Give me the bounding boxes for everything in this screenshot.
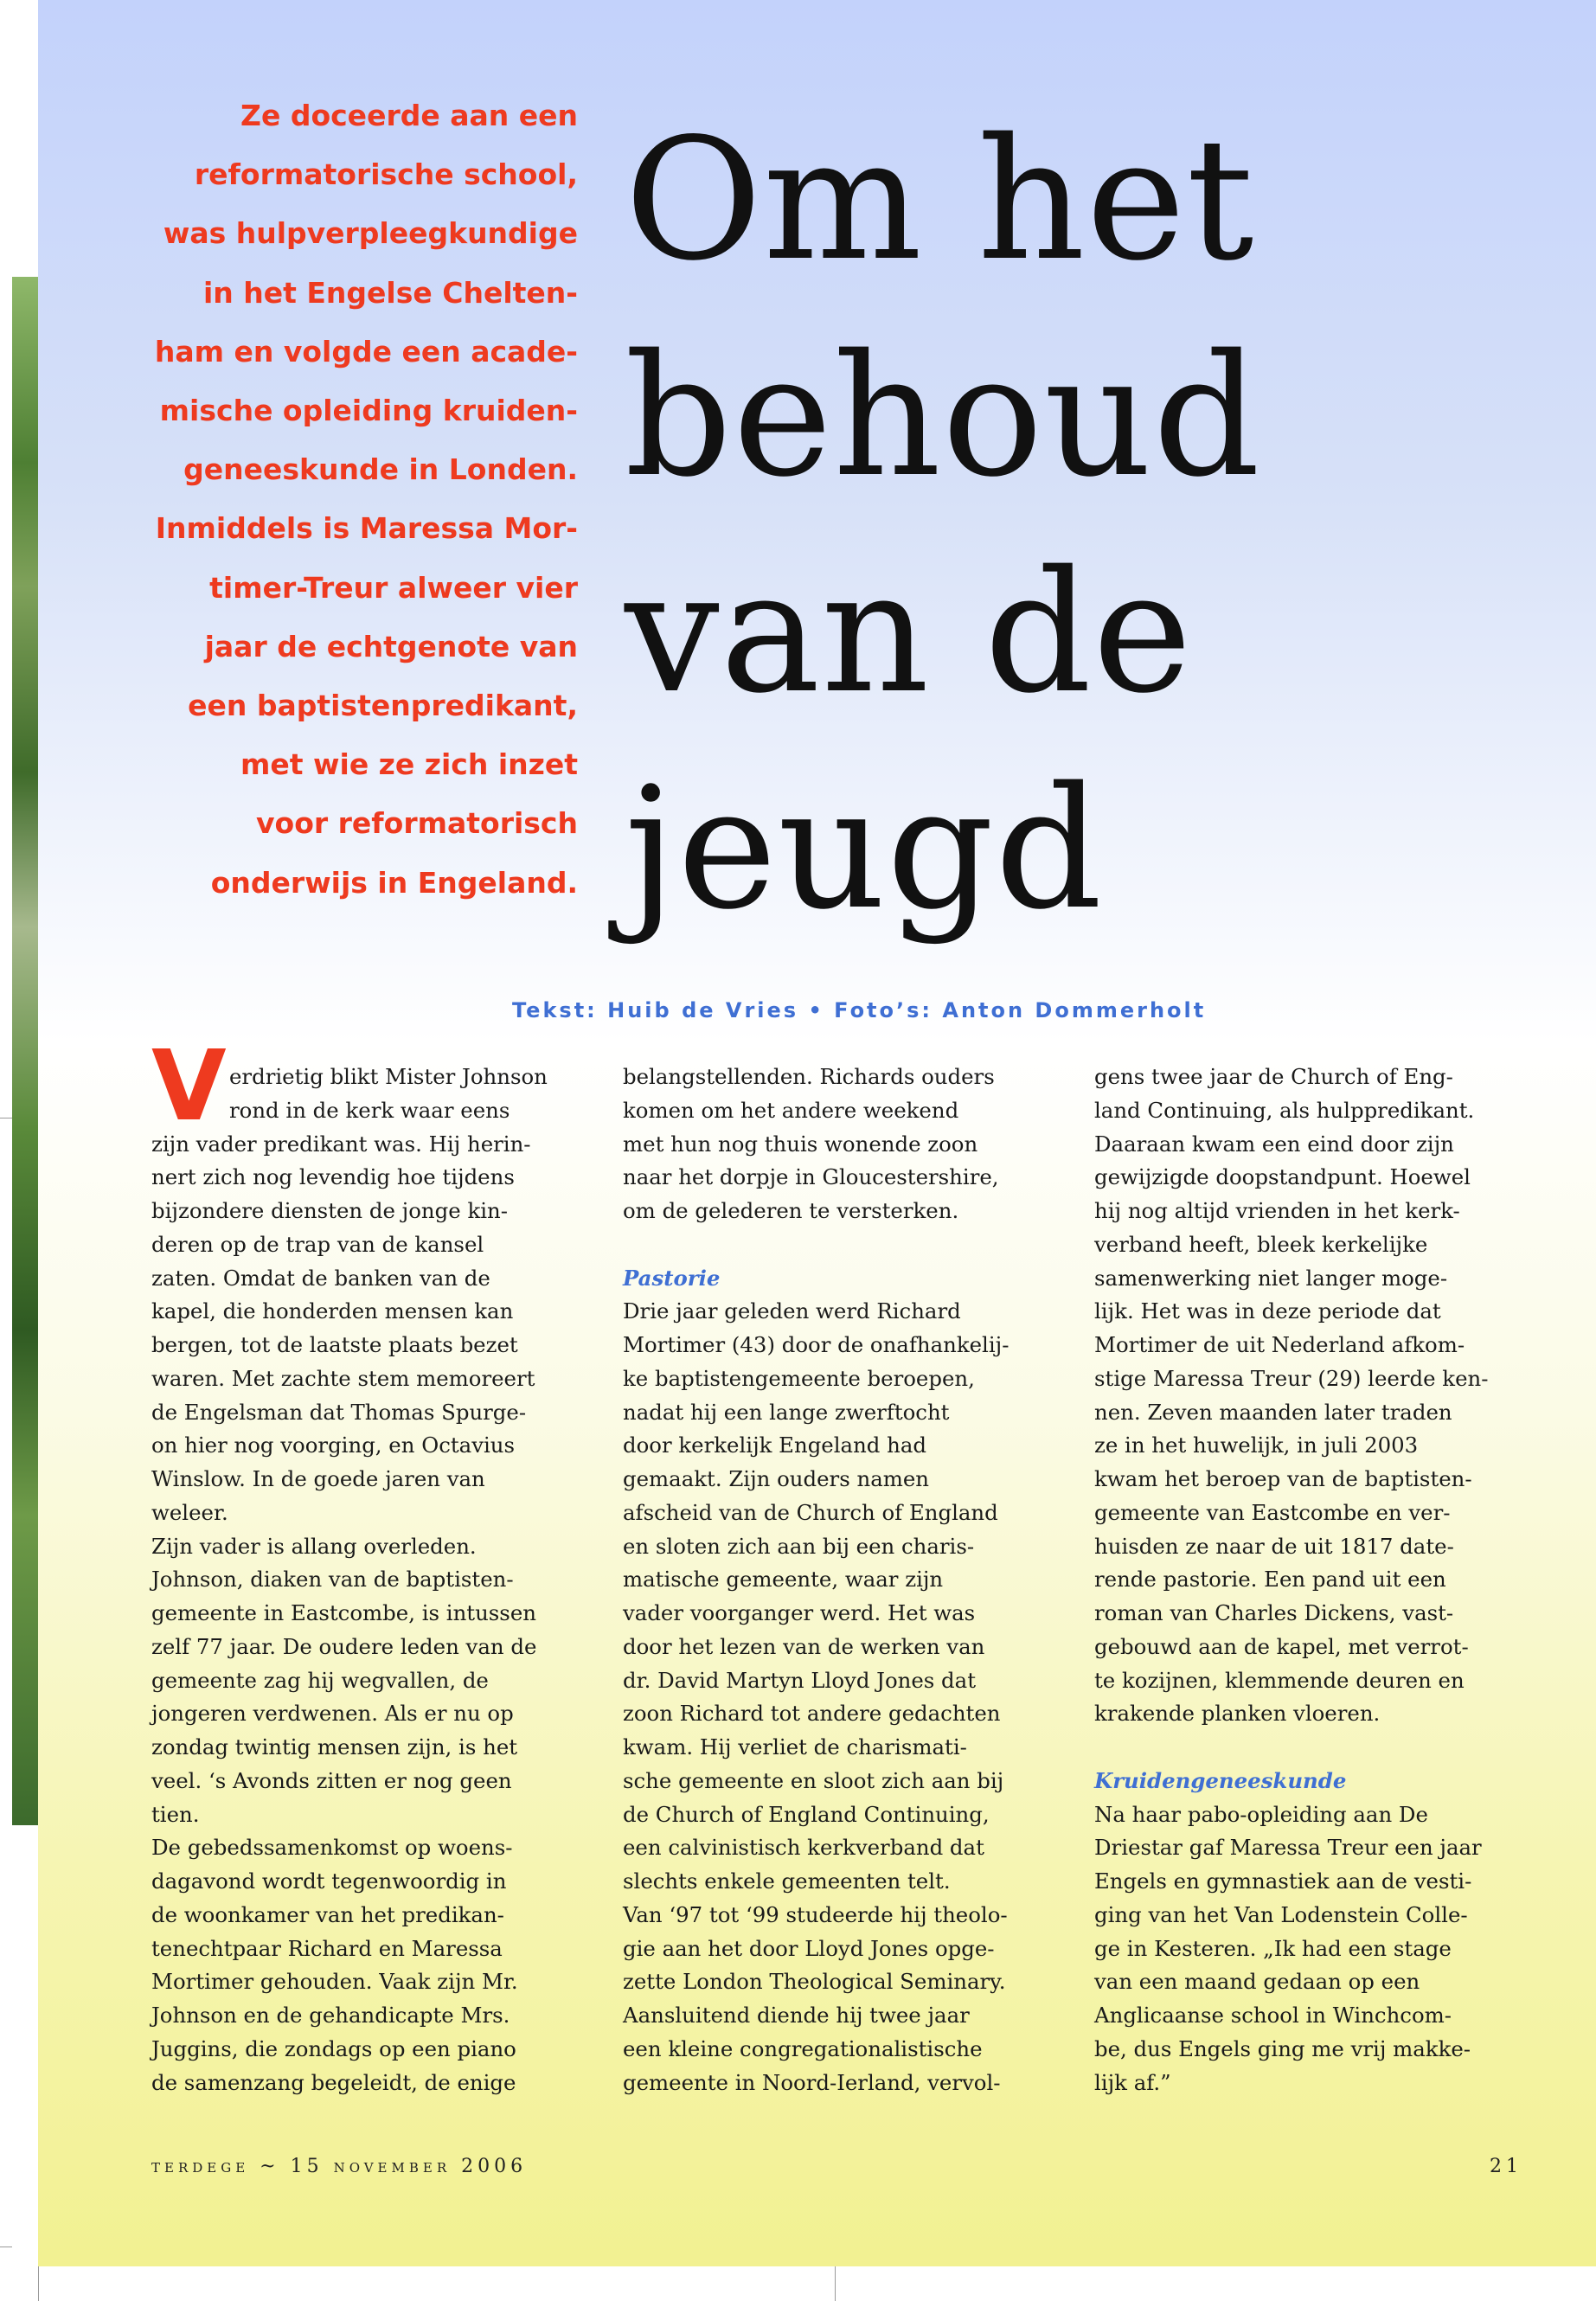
body-line: dr. David Martyn Lloyd Jones dat bbox=[623, 1667, 977, 1693]
body-line: kwam. Hij verliet de charismati- bbox=[623, 1734, 967, 1759]
body-line: gewijzigde doopstandpunt. Hoewel bbox=[1094, 1164, 1471, 1190]
body-line: vader voorganger werd. Het was bbox=[623, 1600, 976, 1625]
footer-magazine-date: terdege ~ 15 november 2006 bbox=[151, 2156, 528, 2177]
intro-paragraph bbox=[130, 87, 578, 913]
body-line: tenechtpaar Richard en Maressa bbox=[151, 1935, 503, 1961]
body-line: om de gelederen te versterken. bbox=[623, 1198, 959, 1223]
body-line: matische gemeente, waar zijn bbox=[623, 1567, 944, 1593]
intro-line: jaar de echtgenote van bbox=[204, 629, 578, 663]
intro-line: voor reformatorisch bbox=[256, 806, 578, 841]
body-line: gemeente in Noord-Ierland, vervol- bbox=[623, 2069, 1001, 2095]
body-line: deren op de trap van de kansel bbox=[151, 1231, 484, 1257]
body-line: ging van het Van Lodenstein Colle- bbox=[1094, 1901, 1468, 1927]
intro-line: was hulpverpleegkundige bbox=[163, 216, 578, 251]
body-line: nadat hij een lange zwerftocht bbox=[623, 1399, 950, 1425]
body-column-1 bbox=[151, 1061, 601, 2099]
body-line: Anglicaanse school in Winchcom- bbox=[1094, 2003, 1452, 2028]
body-line: met hun nog thuis wonende zoon bbox=[623, 1131, 978, 1157]
body-line: afscheid van de Church of England bbox=[623, 1499, 998, 1525]
body-line: verband heeft, bleek kerkelijke bbox=[1094, 1231, 1428, 1257]
paragraph-gap bbox=[623, 1228, 1073, 1262]
body-line: zelf 77 jaar. De oudere leden van de bbox=[151, 1633, 537, 1659]
body-line: kwam het beroep van de baptisten- bbox=[1094, 1466, 1472, 1491]
body-line: tien. bbox=[151, 1801, 200, 1827]
body-line: een calvinistisch kerkverband dat bbox=[623, 1835, 984, 1861]
body-line: de samenzang begeleidt, de enige bbox=[151, 2069, 516, 2095]
article-credits bbox=[512, 998, 1207, 1022]
intro-line: onderwijs in Engeland. bbox=[210, 865, 578, 900]
body-line: en sloten zich aan bij een charis- bbox=[623, 1533, 975, 1559]
body-column-3 bbox=[1094, 1061, 1544, 2099]
title-line: jeugd bbox=[625, 751, 1104, 946]
body-line: komen om het andere weekend bbox=[623, 1097, 959, 1123]
body-line: zijn vader predikant was. Hij herin- bbox=[151, 1131, 531, 1157]
body-line: roman van Charles Dickens, vast- bbox=[1094, 1600, 1454, 1625]
body-line: Zijn vader is allang overleden. bbox=[151, 1533, 477, 1559]
bullet-separator: • bbox=[808, 998, 824, 1022]
body-line: door kerkelijk Engeland had bbox=[623, 1433, 927, 1458]
paragraph-gap bbox=[1094, 1731, 1544, 1765]
body-line: Mortimer (43) door de onafhankelij- bbox=[623, 1332, 1010, 1357]
body-line: zondag twintig mensen zijn, is het bbox=[151, 1734, 518, 1759]
body-line: Johnson, diaken van de baptisten- bbox=[151, 1567, 514, 1593]
body-line: gemeente van Eastcombe en ver- bbox=[1094, 1499, 1451, 1525]
subheading-kruidengeneeskunde: Kruidengeneeskunde bbox=[1094, 1767, 1347, 1793]
body-line: Winslow. In de goede jaren van bbox=[151, 1466, 485, 1491]
intro-line: mische opleiding kruiden- bbox=[159, 394, 578, 428]
body-line: zette London Theological Seminary. bbox=[623, 1969, 1006, 1995]
body-line: weleer. bbox=[151, 1499, 228, 1525]
body-line: slechts enkele gemeenten telt. bbox=[623, 1868, 951, 1894]
body-line: naar het dorpje in Gloucestershire, bbox=[623, 1164, 999, 1190]
body-line: De gebedssamenkomst op woens- bbox=[151, 1835, 513, 1861]
body-line: veel. ‘s Avonds zitten er nog geen bbox=[151, 1767, 512, 1793]
body-line: ge in Kesteren. „Ik had een stage bbox=[1094, 1935, 1452, 1961]
body-line: hij nog altijd vrienden in het kerk- bbox=[1094, 1198, 1460, 1223]
body-line: Driestar gaf Maressa Treur een jaar bbox=[1094, 1835, 1482, 1861]
body-column-2 bbox=[623, 1061, 1073, 2099]
body-line: lijk. Het was in deze periode dat bbox=[1094, 1298, 1441, 1324]
intro-line: met wie ze zich inzet bbox=[240, 747, 578, 782]
drop-cap: V bbox=[151, 1030, 227, 1143]
body-line: gie aan het door Lloyd Jones opge- bbox=[623, 1935, 995, 1961]
body-line: Na haar pabo-opleiding aan De bbox=[1094, 1801, 1428, 1827]
body-line: door het lezen van de werken van bbox=[623, 1633, 985, 1659]
body-line: Van ‘97 tot ‘99 studeerde hij theolo- bbox=[623, 1901, 1008, 1927]
body-line: lijk af.” bbox=[1094, 2069, 1171, 2095]
body-line: Drie jaar geleden werd Richard bbox=[623, 1298, 961, 1324]
article-title bbox=[625, 92, 1576, 957]
intro-line: in het Engelse Chelten- bbox=[202, 275, 578, 310]
body-line: ze in het huwelijk, in juli 2003 bbox=[1094, 1433, 1419, 1458]
body-line: bijzondere diensten de jonge kin- bbox=[151, 1198, 508, 1223]
body-line: de woonkamer van het predikan- bbox=[151, 1901, 504, 1927]
crop-mark bbox=[38, 2266, 39, 2301]
body-line: Mortimer gehouden. Vaak zijn Mr. bbox=[151, 1969, 518, 1995]
intro-line: ham en volgde een acade- bbox=[154, 334, 578, 369]
body-line: rende pastorie. Een pand uit een bbox=[1094, 1567, 1446, 1593]
intro-line: een baptistenpredikant, bbox=[188, 689, 578, 723]
body-line: Mortimer de uit Nederland afkom- bbox=[1094, 1332, 1465, 1357]
body-line: Johnson en de gehandicapte Mrs. bbox=[151, 2003, 510, 2028]
body-line: waren. Met zachte stem memoreert bbox=[151, 1365, 535, 1391]
title-line: Om het bbox=[625, 102, 1255, 298]
body-line: erdrietig blikt Mister Johnson bbox=[229, 1064, 548, 1089]
subheading-pastorie: Pastorie bbox=[623, 1265, 721, 1291]
body-line: nert zich nog levendig hoe tijdens bbox=[151, 1164, 515, 1190]
body-line: samenwerking niet langer moge- bbox=[1094, 1265, 1448, 1291]
body-line: te kozijnen, klemmende deuren en bbox=[1094, 1667, 1465, 1693]
body-line: nen. Zeven maanden later traden bbox=[1094, 1399, 1452, 1425]
title-line: behoud bbox=[625, 318, 1261, 514]
body-line: gemaakt. Zijn ouders namen bbox=[623, 1466, 930, 1491]
body-line: belangstellenden. Richards ouders bbox=[623, 1064, 995, 1089]
body-line: stige Maressa Treur (29) leerde ken- bbox=[1094, 1365, 1489, 1391]
body-line: ke baptistengemeente beroepen, bbox=[623, 1365, 975, 1391]
body-line: Juggins, die zondags op een piano bbox=[151, 2035, 516, 2061]
body-line: gebouwd aan de kapel, met verrot- bbox=[1094, 1633, 1469, 1659]
body-line: rond in de kerk waar eens bbox=[229, 1097, 510, 1123]
intro-line: reformatorische school, bbox=[194, 157, 578, 192]
body-line: dagavond wordt tegenwoordig in bbox=[151, 1868, 507, 1894]
photo-credit: Foto’s: Anton Dommerholt bbox=[834, 998, 1207, 1022]
title-line: van de bbox=[625, 535, 1193, 730]
body-line: bergen, tot de laatste plaats bezet bbox=[151, 1332, 518, 1357]
body-line: land Continuing, als hulppredikant. bbox=[1094, 1097, 1475, 1123]
intro-line: geneeskunde in Londen. bbox=[183, 452, 578, 487]
body-line: huisden ze naar de uit 1817 date- bbox=[1094, 1533, 1454, 1559]
body-line: Engels en gymnastiek aan de vesti- bbox=[1094, 1868, 1472, 1894]
intro-line: Ze doceerde aan een bbox=[240, 99, 578, 132]
body-line: Aansluitend diende hij twee jaar bbox=[623, 2003, 970, 2028]
body-line: sche gemeente en sloot zich aan bij bbox=[623, 1767, 1004, 1793]
body-line: be, dus Engels ging me vrij makke- bbox=[1094, 2035, 1471, 2061]
body-line: een kleine congregationalistische bbox=[623, 2035, 983, 2061]
margin-blank bbox=[12, 0, 38, 277]
intro-line: Inmiddels is Maressa Mor- bbox=[155, 511, 578, 546]
body-line: gemeente zag hij wegvallen, de bbox=[151, 1667, 489, 1693]
body-line: krakende planken vloeren. bbox=[1094, 1701, 1381, 1727]
body-line: van een maand gedaan op een bbox=[1094, 1969, 1420, 1995]
body-line: gens twee jaar de Church of Eng- bbox=[1094, 1064, 1453, 1089]
body-line: de Church of England Continuing, bbox=[623, 1801, 990, 1827]
body-line: jongeren verdwenen. Als er nu op bbox=[151, 1701, 514, 1727]
crop-mark bbox=[835, 2266, 836, 2301]
footer-page-number: 21 bbox=[1490, 2156, 1522, 2177]
body-line: zoon Richard tot andere gedachten bbox=[623, 1701, 1001, 1727]
text-credit: Tekst: Huib de Vries bbox=[512, 998, 799, 1022]
body-line: on hier nog voorging, en Octavius bbox=[151, 1433, 516, 1458]
intro-line: timer-Treur alweer vier bbox=[209, 570, 578, 605]
body-line: kapel, die honderden mensen kan bbox=[151, 1298, 514, 1324]
body-line: gemeente in Eastcombe, is intussen bbox=[151, 1600, 536, 1625]
body-line: Daaraan kwam een eind door zijn bbox=[1094, 1131, 1454, 1157]
body-line: zaten. Omdat de banken van de bbox=[151, 1265, 490, 1291]
body-line: de Engelsman dat Thomas Spurge- bbox=[151, 1399, 527, 1425]
garden-photo-strip bbox=[12, 277, 38, 1825]
